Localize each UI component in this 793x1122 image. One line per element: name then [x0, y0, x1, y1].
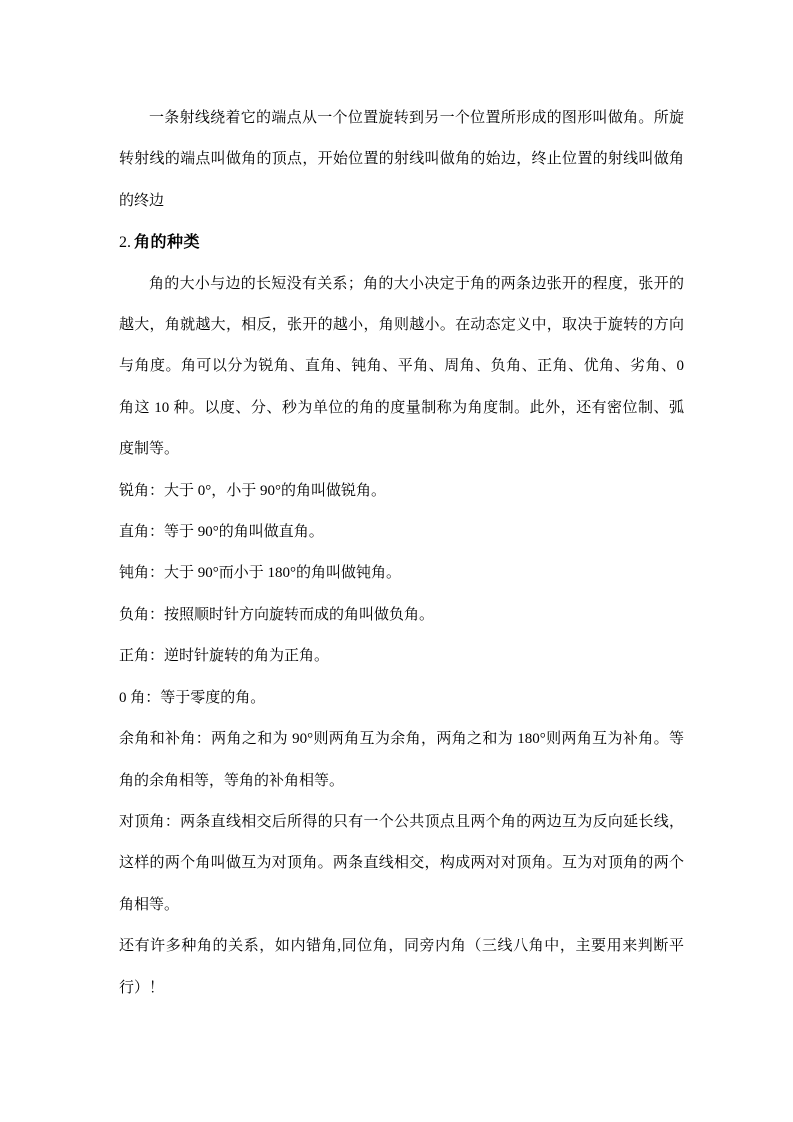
document-content: [119, 98, 684, 1009]
text-line: 这样的两个角叫做互为对顶角。两条直线相交，构成两对对顶角。互为对顶角的两个: [119, 855, 684, 872]
text-line: 转射线的端点叫做角的顶点，开始位置的射线叫做角的始边，终止位置的射线叫做角: [119, 151, 684, 168]
heading-number: 2.: [119, 234, 131, 252]
text-line: 的终边: [119, 192, 165, 209]
text-line: 角的大小与边的长短没有关系；角的大小决定于角的两条边张开的程度，张开的: [149, 275, 684, 292]
text-line: 度制等。: [119, 441, 180, 458]
section-heading: [119, 222, 684, 263]
text-line: 行）！: [119, 979, 165, 996]
paragraph: [119, 471, 684, 512]
text-line: 余角和补角：两角之和为 90°则两角互为余角，两角之和为 180°则两角互为补角。等: [119, 731, 684, 748]
text-line: 角的余角相等，等角的补角相等。: [119, 772, 345, 789]
paragraph: [119, 98, 684, 222]
paragraph: [119, 553, 684, 594]
heading-title: 角的种类: [134, 234, 201, 252]
text-line: 负角：按照顺时针方向旋转而成的角叫做负角。: [119, 606, 435, 623]
paragraph: [119, 926, 684, 1009]
text-line: 正角：逆时针旋转的角为正角。: [119, 648, 330, 665]
text-line: 锐角：大于 0°，小于 90°的角叫做锐角。: [119, 482, 386, 499]
text-line: 对顶角：两条直线相交后所得的只有一个公共顶点且两个角的两边互为反向延长线，: [119, 813, 684, 830]
text-line: 与角度。角可以分为锐角、直角、钝角、平角、周角、负角、正角、优角、劣角、0: [119, 358, 684, 375]
paragraph: [119, 264, 684, 471]
text-line: 还有许多种角的关系，如内错角,同位角，同旁内角（三线八角中，主要用来判断平: [119, 938, 684, 955]
paragraph: [119, 719, 684, 802]
text-line: 钝角：大于 90°而小于 180°的角叫做钝角。: [119, 565, 401, 582]
text-line: 角这 10 种。以度、分、秒为单位的角的度量制称为角度制。此外，还有密位制、弧: [119, 399, 684, 416]
text-line: 越大，角就越大，相反，张开的越小，角则越小。在动态定义中，取决于旋转的方向: [119, 317, 684, 334]
paragraph: [119, 512, 684, 553]
paragraph: [119, 595, 684, 636]
text-line: 一条射线绕着它的端点从一个位置旋转到另一个位置所形成的图形叫做角。所旋: [149, 110, 684, 126]
text-line: 0 角：等于零度的角。: [119, 689, 266, 706]
text-line: 角相等。: [119, 896, 180, 913]
paragraph: [119, 802, 684, 926]
text-line: 直角：等于 90°的角叫做直角。: [119, 524, 324, 541]
paragraph: [119, 636, 684, 677]
paragraph: [119, 678, 684, 719]
